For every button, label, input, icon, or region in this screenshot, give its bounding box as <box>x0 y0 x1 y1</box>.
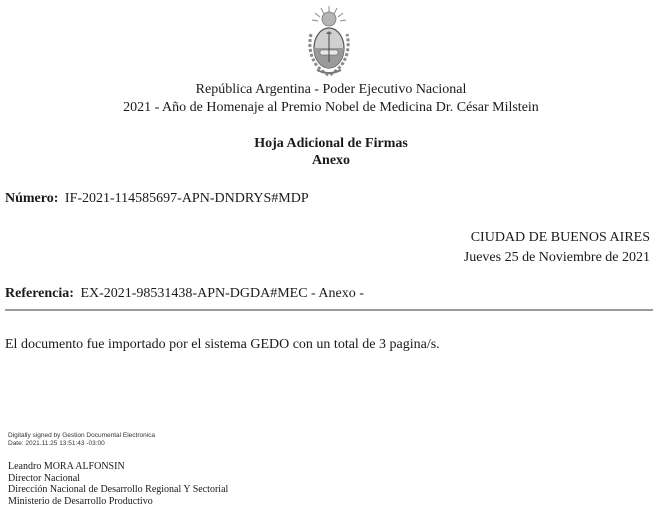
city: CIUDAD DE BUENOS AIRES <box>470 230 650 245</box>
numero-label: Número: <box>5 191 59 206</box>
document-title: Hoja Adicional de Firmas <box>254 136 408 151</box>
referencia-value: EX-2021-98531438-APN-DGDA#MEC - Anexo - <box>80 286 364 301</box>
argentina-coat-of-arms-icon <box>303 4 355 80</box>
signer-ministry: Ministerio de Desarrollo Productivo <box>8 495 153 507</box>
divider <box>5 309 653 311</box>
referencia-label: Referencia: <box>5 286 74 301</box>
body-text: El documento fue importado por el sistema GEDO con un total de 3 pagina/s. <box>5 337 440 352</box>
header-line-1: República Argentina - Poder Ejecutivo Nacional <box>195 82 467 97</box>
signer-role: Director Nacional <box>8 472 80 484</box>
document-date: Jueves 25 de Noviembre de 2021 <box>463 250 650 265</box>
signer-name: Leandro MORA ALFONSIN <box>8 461 125 472</box>
signer-unit: Dirección Nacional de Desarrollo Regional Y Sectorial <box>8 484 229 495</box>
referencia-row <box>5 286 364 302</box>
header-line-2: 2021 - Año de Homenaje al Premio Nobel de Medicina Dr. César Milstein <box>123 100 539 115</box>
numero-row <box>5 191 309 207</box>
document-subtitle: Anexo <box>311 153 351 168</box>
digital-signature-line-1: Digitally signed by Gestion Documental Electronica <box>8 432 156 439</box>
numero-value: IF-2021-114585697-APN-DNDRYS#MDP <box>64 191 309 206</box>
signer-block <box>8 461 228 507</box>
digital-signature-line-2: Date: 2021.11.25 13:51:43 -03:00 <box>8 439 105 447</box>
digital-signature-block <box>8 432 155 447</box>
